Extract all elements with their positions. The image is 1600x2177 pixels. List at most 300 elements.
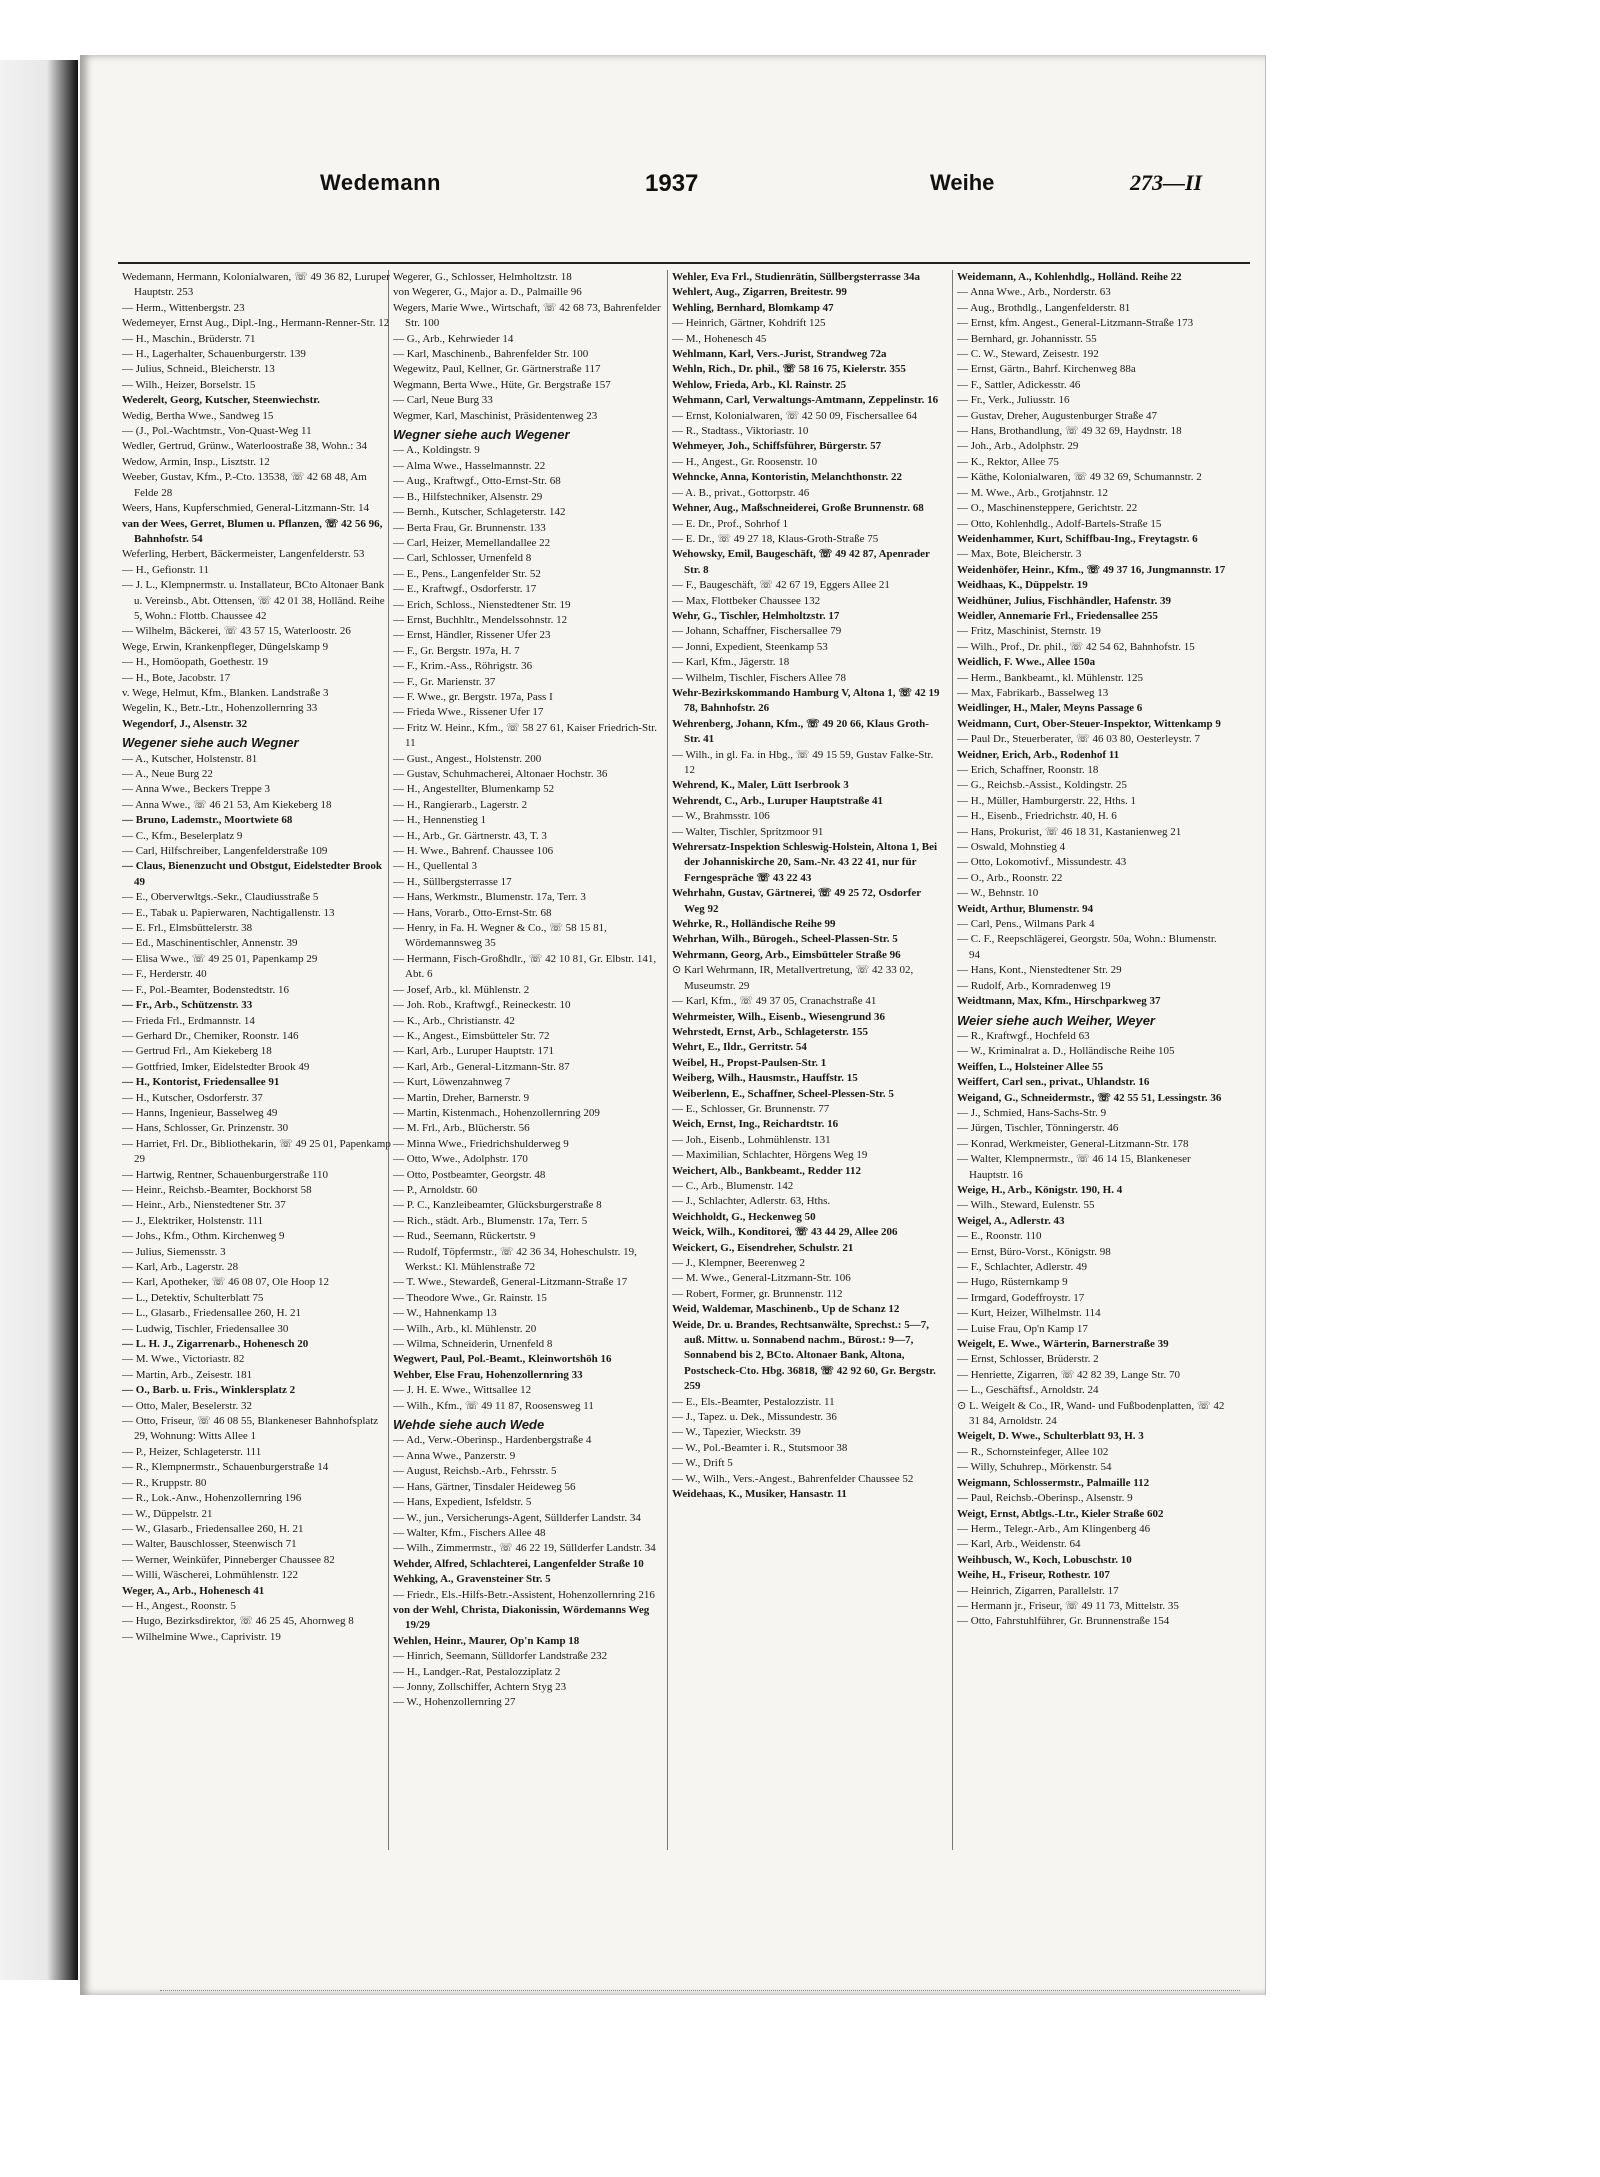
directory-entry: Wehrhahn, Gustav, Gärtnerei, ☏ 49 25 72, Osdorfer Weg 92 [672, 887, 921, 915]
directory-entry: — H., Angest., Roonstr. 5 [122, 1599, 236, 1612]
directory-entry: Wehmeyer, Joh., Schiffsführer, Bürgerstr. 57 [672, 440, 882, 453]
directory-entry: — P. C., Kanzleibeamter, Glücksburgerstraße 8 [393, 1199, 602, 1212]
directory-entry: — E. Dr., Prof., Sohrhof 1 [672, 517, 789, 530]
directory-entry: — August, Reichsb.-Arb., Fehrsstr. 5 [393, 1465, 557, 1478]
page-number: 273—II [1130, 170, 1203, 195]
directory-entry: — W., Pol.-Beamter i. R., Stutsmoor 38 [672, 1441, 848, 1454]
directory-entry: — Anna Wwe., Panzerstr. 9 [393, 1449, 516, 1462]
directory-entry: — Gustav, Dreher, Augustenburger Straße 47 [957, 409, 1157, 422]
directory-entry: Weidlinger, H., Maler, Meyns Passage 6 [957, 702, 1143, 715]
directory-entry: — Frieda Wwe., Rissener Ufer 17 [393, 706, 544, 719]
directory-entry: von der Wehl, Christa, Diakonissin, Wördemanns Weg 19/29 [393, 1603, 650, 1632]
directory-entry: — Wilh., Heizer, Borselstr. 15 [122, 378, 256, 391]
directory-entry: — Ernst, Kolonialwaren, ☏ 42 50 09, Fischersallee 64 [672, 409, 918, 422]
directory-entry: — Wilh., Arb., kl. Mühlenstr. 20 [393, 1322, 537, 1335]
directory-entry: Weihbusch, W., Koch, Lobuschstr. 10 [957, 1553, 1132, 1566]
directory-entry: — Walter, Bauschlosser, Steenwisch 71 [122, 1538, 297, 1551]
directory-entry: Weihe, H., Friseur, Rothestr. 107 [957, 1569, 1110, 1582]
adjacent-page-edge [0, 60, 78, 1980]
directory-entry: — H., Müller, Hamburgerstr. 22, Hths. 1 [957, 794, 1137, 807]
directory-entry: — Martin, Kistenmach., Hohenzollernring 209 [393, 1106, 600, 1119]
directory-entry: — Carl, Pens., Wilmans Park 4 [957, 918, 1095, 931]
directory-entry: Wehlert, Aug., Zigarren, Breitestr. 99 [672, 286, 847, 299]
directory-entry: — J., Elektriker, Holstenstr. 111 [122, 1214, 264, 1227]
directory-entry: Weigmann, Schlossermstr., Palmaille 112 [957, 1476, 1150, 1489]
directory-entry: — Martin, Arb., Zeisestr. 181 [122, 1368, 253, 1381]
directory-entry: — L., Geschäftsf., Arnoldstr. 24 [957, 1384, 1099, 1397]
directory-entry: — Otto, Kohlenhdlg., Adolf-Bartels-Straße 15 [957, 517, 1162, 530]
directory-entry: — Irmgard, Godeffroystr. 17 [957, 1291, 1085, 1304]
directory-entry: Wehder, Alfred, Schlachterei, Langenfelder Straße 10 [393, 1557, 644, 1570]
directory-entry: — H., Eisenb., Friedrichstr. 40, H. 6 [957, 810, 1117, 823]
directory-entry: — W., Glasarb., Friedensallee 260, H. 21 [122, 1522, 304, 1535]
directory-entry: — E., Kraftwgf., Osdorferstr. 17 [393, 583, 537, 596]
directory-entry: — Karl, Kfm., ☏ 49 37 05, Cranachstraße 41 [672, 995, 877, 1008]
directory-entry: Wedemeyer, Ernst Aug., Dipl.-Ing., Hermann-Renner-Str. 12 [122, 317, 390, 330]
directory-entry: — Hans, Schlosser, Gr. Prinzenstr. 30 [122, 1122, 289, 1135]
directory-entry: Wehrt, E., Ildr., Gerritstr. 54 [672, 1041, 807, 1054]
directory-entry: — Otto, Friseur, ☏ 46 08 55, Blankeneser Bahnhofsplatz 29, Wohnung: Witts Allee 1 [122, 1415, 379, 1443]
directory-entry: Wehr, G., Tischler, Helmholtzstr. 17 [672, 609, 840, 622]
directory-entry: — W., Wilh., Vers.-Angest., Bahrenfelder Chaussee 52 [672, 1472, 914, 1485]
directory-entry: — Maximilian, Schlachter, Hörgens Weg 19 [672, 1149, 868, 1162]
directory-entry: — Hermann, Fisch-Großhdlr., ☏ 42 10 81, Gr. Elbstr. 141, Abt. 6 [393, 952, 657, 981]
directory-entry: Wehber, Else Frau, Hohenzollernring 33 [393, 1368, 583, 1381]
directory-entry: — Willi, Wäscherei, Lohmühlenstr. 122 [122, 1569, 299, 1582]
directory-entry: — Fr., Arb., Schützenstr. 33 [122, 999, 253, 1012]
directory-entry: — Fr., Verk., Juliusstr. 16 [957, 394, 1070, 407]
directory-entry: — Gottfried, Imker, Eidelstedter Brook 49 [122, 1060, 310, 1073]
directory-entry: Weigand, G., Schneidermstr., ☏ 42 55 51, Lessingstr. 36 [957, 1091, 1222, 1104]
directory-entry: — O., Arb., Roonstr. 22 [957, 871, 1063, 884]
directory-entry: Wegerer, G., Schlosser, Helmholtzstr. 18 [393, 271, 572, 283]
directory-entry: — C., Arb., Blumenstr. 142 [672, 1179, 794, 1192]
directory-entry: — Karl, Apotheker, ☏ 46 08 07, Ole Hoop 12 [122, 1276, 330, 1289]
directory-entry: — Kurt, Heizer, Wilhelmstr. 114 [957, 1307, 1101, 1320]
directory-entry: — W., Hohenzollernring 27 [393, 1696, 516, 1709]
header-last-entry: Weihe [930, 170, 995, 195]
directory-entry: Weidler, Annemarie Frl., Friedensallee 255 [957, 609, 1158, 622]
directory-entry: — H., Kutscher, Osdorferstr. 37 [122, 1091, 263, 1104]
directory-entry: — H., Arb., Gr. Gärtnerstr. 43, T. 3 [393, 829, 547, 842]
directory-entry: — A. B., privat., Gottorpstr. 46 [672, 486, 810, 499]
directory-entry: — Gust., Angest., Holstenstr. 200 [393, 752, 542, 765]
directory-entry: — Hinrich, Seemann, Sülldorfer Landstraße 232 [393, 1650, 608, 1663]
directory-entry: — Käthe, Kolonialwaren, ☏ 49 32 69, Schumannstr. 2 [957, 471, 1202, 484]
directory-entry: Weiberg, Wilh., Hausmstr., Hauffstr. 15 [672, 1072, 858, 1085]
directory-entry: — R., Lok.-Anw., Hohenzollernring 196 [122, 1492, 302, 1505]
directory-entry: — Carl, Schlosser, Urnenfeld 8 [393, 552, 532, 565]
directory-entry: — Carl, Hilfschreiber, Langenfelderstraße 109 [122, 845, 328, 858]
directory-entry: Weide, Dr. u. Brandes, Rechtsanwälte, Sprechst.: 5—7, auß. Mittw. u. Sonnabend nachm., Bürost.: 9—7, Sonnabend bis 2, BCto. Altonaer Bank, Altona, Postscheck-Cto. Hbg. 36818, ☏ 42 92 60, Gr. Bergstr. 259 [672, 1318, 936, 1393]
directory-entry: Wegelin, K., Betr.-Ltr., Hohenzollernring 33 [122, 702, 318, 715]
directory-entry: Weigelt, D. Wwe., Schulterblatt 93, H. 3 [957, 1430, 1144, 1443]
column-4 [957, 270, 1227, 1850]
directory-entry: Wehrhan, Wilh., Bürogeh., Scheel-Plassen-Str. 5 [672, 933, 898, 946]
directory-entry: — J., Schlachter, Adlerstr. 63, Hths. [672, 1195, 831, 1208]
directory-entry: — J. H. E. Wwe., Wittsallee 12 [393, 1384, 532, 1397]
directory-entry: Wederelt, Georg, Kutscher, Steenwiechstr. [122, 394, 320, 407]
directory-entry: — Robert, Former, gr. Brunnenstr. 112 [672, 1287, 843, 1300]
directory-entry: — Willy, Schuhrep., Mörkenstr. 54 [957, 1461, 1112, 1474]
directory-entry: Wehner, Aug., Maßschneiderei, Große Brunnenstr. 68 [672, 502, 924, 515]
directory-entry: — Harriet, Frl. Dr., Bibliothekarin, ☏ 49 25 01, Papenkamp 29 [122, 1137, 391, 1166]
directory-entry: — H., Süllbergsterrasse 17 [393, 875, 512, 888]
directory-entry: Weidenhammer, Kurt, Schiffbau-Ing., Freytagstr. 6 [957, 532, 1198, 545]
directory-entry: — Walter, Tischler, Spritzmoor 91 [672, 825, 824, 838]
directory-entry: — Theodore Wwe., Gr. Rainstr. 15 [393, 1291, 547, 1304]
directory-entry: — Hans, Prokurist, ☏ 46 18 31, Kastanienweg 21 [957, 825, 1182, 838]
directory-entry: — Ludwig, Tischler, Friedensallee 30 [122, 1322, 289, 1335]
directory-entry: — Anna Wwe., Arb., Norderstr. 63 [957, 286, 1111, 299]
directory-entry: Weidmann, Curt, Ober-Steuer-Inspektor, Wittenkamp 9 [957, 717, 1221, 730]
directory-entry: Weigt, Ernst, Abtlgs.-Ltr., Kieler Straße 602 [957, 1507, 1164, 1520]
directory-entry: — H., Hennenstieg 1 [393, 814, 487, 827]
directory-entry: — R., Kraftwgf., Hochfeld 63 [957, 1029, 1090, 1042]
directory-entry: — Fritz, Maschinist, Sternstr. 19 [957, 625, 1101, 638]
section-heading: Weier siehe auch Weiher, Weyer [957, 1012, 1155, 1028]
directory-entry: — Rudolf, Töpfermstr., ☏ 42 36 34, Hoheschulstr. 19, Werkst.: Kl. Mühlenstraße 72 [393, 1245, 637, 1273]
directory-entry: Wegmer, Karl, Maschinist, Präsidentenweg 23 [393, 409, 598, 422]
directory-entry: — Heinrich, Zigarren, Parallelstr. 17 [957, 1584, 1119, 1597]
directory-entry: — H., Lagerhalter, Schauenburgerstr. 139 [122, 348, 306, 361]
directory-entry: Weidemann, A., Kohlenhdlg., Holländ. Reihe 22 [957, 271, 1182, 283]
directory-entry: — L., Detektiv, Schulterblatt 75 [122, 1291, 264, 1304]
directory-entry: — Herm., Telegr.-Arb., Am Klingenberg 46 [957, 1522, 1151, 1535]
directory-entry: Weers, Hans, Kupferschmied, General-Litzmann-Str. 14 [122, 502, 370, 515]
directory-entry: — Ernst, kfm. Angest., General-Litzmann-Straße 173 [957, 317, 1194, 330]
directory-entry: Wehling, Bernhard, Blomkamp 47 [672, 301, 834, 314]
directory-entry: Wehrmeister, Wilh., Eisenb., Wiesengrund 36 [672, 1010, 886, 1023]
directory-entry: — Ernst, Buchhltr., Mendelssohnstr. 12 [393, 613, 568, 626]
directory-entry: — E., Pens., Langenfelder Str. 52 [393, 567, 541, 580]
directory-entry: — Herm., Bankbeamt., kl. Mühlenstr. 125 [957, 671, 1144, 684]
header-year: 1937 [645, 170, 699, 197]
directory-entry: — Heinr., Reichsb.-Beamter, Bockhorst 58 [122, 1183, 312, 1196]
directory-entry: Weidner, Erich, Arb., Rodenhof 11 [957, 748, 1120, 761]
directory-entry: Wehrersatz-Inspektion Schleswig-Holstein, Altona 1, Bei der Johanniskirche 20, Sam.-Nr. 43 22 41, nur für Ferngespräche ☏ 43 22 43 [672, 841, 938, 884]
header-first-entry: Wedemann [320, 170, 441, 195]
directory-entry: — E., Oberverwltgs.-Sekr., Claudiusstraße 5 [122, 891, 319, 904]
directory-entry: Wehmann, Carl, Verwaltungs-Amtmann, Zeppelinstr. 16 [672, 394, 939, 407]
directory-entry: — Ed., Maschinentischler, Annenstr. 39 [122, 937, 298, 950]
directory-entry: Wehlen, Heinr., Maurer, Op'n Kamp 18 [393, 1634, 580, 1647]
directory-entry: — Heinr., Arb., Nienstedtener Str. 37 [122, 1199, 286, 1212]
directory-entry: — Carl, Neue Burg 33 [393, 394, 493, 407]
directory-entry: — H., Angestellter, Blumenkamp 52 [393, 783, 555, 796]
directory-entry: — F. Wwe., gr. Bergstr. 197a, Pass I [393, 690, 553, 703]
directory-entry: — C., Kfm., Beselerplatz 9 [122, 829, 243, 842]
directory-entry: Wedig, Bertha Wwe., Sandweg 15 [122, 409, 274, 422]
directory-entry: — Jürgen, Tischler, Tönningerstr. 46 [957, 1122, 1119, 1135]
directory-entry: — Hans, Expedient, Isfeldstr. 5 [393, 1496, 532, 1509]
directory-entry: — J., Schmied, Hans-Sachs-Str. 9 [957, 1106, 1107, 1119]
directory-entry: — Ernst, Schlosser, Brüderstr. 2 [957, 1353, 1099, 1366]
directory-entry: — F., Sattler, Adickesstr. 46 [957, 378, 1081, 391]
directory-entry: ⊙ L. Weigelt & Co., IR, Wand- und Fußbodenplatten, ☏ 42 31 84, Arnoldstr. 24 [957, 1399, 1225, 1428]
directory-entry: — Otto, Maler, Beselerstr. 32 [122, 1399, 253, 1412]
directory-entry: — Karl, Arb., General-Litzmann-Str. 87 [393, 1060, 570, 1073]
directory-entry: Wedler, Gertrud, Grünw., Waterloostraße 38, Wohn.: 34 [122, 440, 368, 453]
directory-entry: — A., Kutscher, Holstenstr. 81 [122, 752, 258, 765]
directory-entry: — Heinrich, Gärtner, Kohdrift 125 [672, 317, 826, 330]
directory-entry: — M. Wwe., Victoriastr. 82 [122, 1353, 245, 1366]
directory-entry: — Gustav, Schuhmacherei, Altonaer Hochstr. 36 [393, 768, 608, 780]
directory-entry: — Bernhard, gr. Johannisstr. 55 [957, 332, 1097, 345]
directory-entry: — Hartwig, Rentner, Schauenburgerstraße 110 [122, 1168, 329, 1181]
column-1 [122, 270, 392, 1850]
column-3 [672, 270, 942, 1850]
directory-entry: Wehncke, Anna, Kontoristin, Melanchthonstr. 22 [672, 471, 903, 484]
directory-entry: — Wilhelm, Tischler, Fischers Allee 78 [672, 671, 846, 684]
directory-entry: — Karl, Arb., Luruper Hauptstr. 171 [393, 1045, 554, 1058]
directory-entry: — Wilh., Steward, Eulenstr. 55 [957, 1199, 1095, 1212]
directory-entry: — Julius, Siemensstr. 3 [122, 1245, 226, 1258]
directory-entry: — W., Drift 5 [672, 1457, 733, 1470]
directory-entry: — W., Düppelstr. 21 [122, 1507, 213, 1520]
directory-entry: — Ernst, Händler, Rissener Ufer 23 [393, 629, 551, 642]
directory-entry: Wehking, A., Gravensteiner Str. 5 [393, 1573, 551, 1586]
directory-entry: v. Wege, Helmut, Kfm., Blanken. Landstraße 3 [122, 686, 329, 699]
directory-entry: Wegwert, Paul, Pol.-Beamt., Kleinwortshöh 16 [393, 1353, 612, 1366]
directory-entry: Weige, H., Arb., Königstr. 190, H. 4 [957, 1183, 1123, 1196]
directory-entry: — M., Hohenesch 45 [672, 332, 767, 345]
directory-entry: — Josef, Arb., kl. Mühlenstr. 2 [393, 983, 530, 996]
directory-entry: — H. Wwe., Bahrenf. Chaussee 106 [393, 845, 554, 858]
directory-entry: — O., Barb. u. Fris., Winklersplatz 2 [122, 1384, 296, 1397]
directory-entry: — Max, Flottbeker Chaussee 132 [672, 594, 821, 607]
directory-entry: — R., Klempnermstr., Schauenburgerstraße 14 [122, 1461, 329, 1474]
directory-entry: Weichholdt, G., Heckenweg 50 [672, 1210, 816, 1223]
directory-entry: — Frieda Frl., Erdmannstr. 14 [122, 1014, 255, 1027]
section-heading: Wegener siehe auch Wegner [122, 735, 299, 751]
directory-entry: — M. Wwe., General-Litzmann-Str. 106 [672, 1272, 851, 1285]
directory-entry: Wegmann, Berta Wwe., Hüte, Gr. Bergstraße 157 [393, 378, 611, 391]
directory-entry: — H., Homöopath, Goethestr. 19 [122, 656, 269, 669]
directory-entry: — J. L., Klempnermstr. u. Installateur, BCto Altonaer Bank u. Vereinsb., Abt. Ottensen, ☏ 42 01 38, Holländ. Reihe 5, Wohn.: Flottb. Chaussee 42 [122, 579, 385, 622]
directory-entry: — Hanns, Ingenieur, Basselweg 49 [122, 1106, 278, 1119]
directory-entry: — Wilma, Schneiderin, Urnenfeld 8 [393, 1338, 553, 1351]
directory-entry: — Johs., Kfm., Othm. Kirchenweg 9 [122, 1230, 285, 1243]
directory-entry: Wehr-Bezirkskommando Hamburg V, Altona 1, ☏ 42 19 78, Bahnhofstr. 26 [672, 686, 940, 715]
directory-entry: Wehlmann, Karl, Vers.-Jurist, Strandweg 72a [672, 348, 887, 361]
directory-entry: — Oswald, Mohnstieg 4 [957, 841, 1066, 854]
page-header [240, 170, 1220, 210]
directory-entry: — G., Reichsb.-Assist., Koldingstr. 25 [957, 779, 1127, 792]
directory-entry: — W., Brahmsstr. 106 [672, 810, 770, 823]
directory-entry: — Kurt, Löwenzahnweg 7 [393, 1076, 511, 1089]
directory-entry: — L., Glasarb., Friedensallee 260, H. 21 [122, 1307, 302, 1320]
directory-entry: — E. Frl., Elmsbüttelerstr. 38 [122, 922, 253, 935]
directory-entry: — H., Kontorist, Friedensallee 91 [122, 1076, 280, 1089]
directory-entry: — J., Klempner, Beerenweg 2 [672, 1257, 806, 1269]
directory-entry: — F., Gr. Marienstr. 37 [393, 675, 496, 688]
directory-entry: — Alma Wwe., Hasselmannstr. 22 [393, 459, 546, 472]
directory-entry: — Herm., Wittenbergstr. 23 [122, 301, 245, 314]
directory-entry: Weferling, Herbert, Bäckermeister, Langenfelderstr. 53 [122, 548, 365, 561]
directory-entry: Wehrke, R., Holländische Reihe 99 [672, 918, 836, 931]
directory-entry: Wehln, Rich., Dr. phil., ☏ 58 16 75, Kielerstr. 355 [672, 363, 906, 376]
directory-entry: Weigelt, E. Wwe., Wärterin, Barnerstraße 39 [957, 1338, 1169, 1351]
directory-entry: — Ernst, Gärtn., Bahrf. Kirchenweg 88a [957, 363, 1136, 376]
directory-entry: — Max, Bote, Bleicherstr. 3 [957, 548, 1082, 561]
directory-entry: — Paul, Reichsb.-Oberinsp., Alsenstr. 9 [957, 1492, 1133, 1505]
directory-entry: — Hans, Vorarb., Otto-Ernst-Str. 68 [393, 906, 552, 919]
directory-entry: Wehrenberg, Johann, Kfm., ☏ 49 20 66, Klaus Groth-Str. 41 [672, 717, 929, 746]
directory-entry: — W., jun., Versicherungs-Agent, Süllderfer Landstr. 34 [393, 1511, 641, 1524]
directory-entry: Weidhüner, Julius, Fischhändler, Hafenstr. 39 [957, 594, 1171, 607]
directory-entry: — Rudolf, Arb., Kornradenweg 19 [957, 979, 1111, 992]
directory-entry: — Hans, Kont., Nienstedtener Str. 29 [957, 964, 1122, 977]
directory-entry: — H., Maschin., Brüderstr. 71 [122, 332, 256, 345]
directory-entry: Weiffen, L., Holsteiner Allee 55 [957, 1060, 1104, 1073]
directory-entry: — H., Landger.-Rat, Pestalozziplatz 2 [393, 1665, 561, 1678]
directory-entry: — W., Hahnenkamp 13 [393, 1307, 497, 1320]
directory-entry: — Erich, Schloss., Nienstedtener Str. 19 [393, 598, 571, 611]
directory-entry: Weick, Wilh., Konditorei, ☏ 43 44 29, Allee 206 [672, 1226, 898, 1239]
directory-entry: Weiberlenn, E., Schaffner, Scheel-Plessen-Str. 5 [672, 1087, 894, 1100]
directory-entry: — Jonny, Zollschiffer, Achtern Styg 23 [393, 1680, 567, 1693]
directory-entry: — A., Koldingstr. 9 [393, 444, 480, 457]
directory-entry: — R., Schornsteinfeger, Allee 102 [957, 1445, 1109, 1458]
directory-entry: — Walter, Klempnermstr., ☏ 46 14 15, Blankeneser Hauptstr. 16 [957, 1153, 1191, 1181]
directory-entry: — Hans, Werkmstr., Blumenstr. 17a, Terr. 3 [393, 891, 586, 904]
directory-entry: — F., Schlachter, Adlerstr. 49 [957, 1261, 1088, 1273]
directory-entry: — M. Frl., Arb., Blücherstr. 56 [393, 1122, 530, 1135]
directory-entry: Wehlow, Frieda, Arb., Kl. Rainstr. 25 [672, 378, 847, 391]
header-rule [118, 262, 1250, 264]
directory-entry: — F., Krim.-Ass., Röhrigstr. 36 [393, 660, 533, 673]
directory-entry: — T. Wwe., Stewardeß, General-Litzmann-Straße 17 [393, 1276, 628, 1289]
directory-entry: Weidenhöfer, Heinr., Kfm., ☏ 49 37 16, Jungmannstr. 17 [957, 563, 1226, 576]
directory-entry: — R., Stadtass., Viktoriastr. 10 [672, 425, 809, 438]
directory-entry: von Wegerer, G., Major a. D., Palmaille 96 [393, 286, 582, 299]
directory-entry: — Karl, Arb., Weidenstr. 64 [957, 1538, 1081, 1551]
directory-entry: — Karl, Arb., Lagerstr. 28 [122, 1261, 239, 1273]
directory-entry: — Joh., Eisenb., Lohmühlenstr. 131 [672, 1133, 831, 1146]
directory-entry: — Luise Frau, Op'n Kamp 17 [957, 1322, 1088, 1335]
directory-entry: — W., Kriminalrat a. D., Holländische Reihe 105 [957, 1045, 1175, 1058]
directory-entry: — Joh., Arb., Adolphstr. 29 [957, 440, 1079, 453]
directory-entry: — Anna Wwe., ☏ 46 21 53, Am Kiekeberg 18 [122, 798, 332, 811]
directory-entry: — Wilh., Prof., Dr. phil., ☏ 42 54 62, Bahnhofstr. 15 [957, 640, 1195, 653]
directory-entry: — P., Arnoldstr. 60 [393, 1183, 478, 1196]
directory-entry: — Otto, Postbeamter, Georgstr. 48 [393, 1168, 546, 1181]
directory-entry: — Hugo, Bezirksdirektor, ☏ 46 25 45, Ahornweg 8 [122, 1615, 354, 1628]
section-heading: Wehde siehe auch Wede [393, 1417, 545, 1433]
directory-entry: Wege, Erwin, Krankenpfleger, Düngelskamp 9 [122, 640, 329, 653]
directory-entry: — F., Gr. Bergstr. 197a, H. 7 [393, 644, 520, 657]
directory-entry: — H., Rangierarb., Lagerstr. 2 [393, 798, 528, 811]
directory-entry: — Aug., Kraftwgf., Otto-Ernst-Str. 68 [393, 475, 561, 488]
directory-entry: — Berta Frau, Gr. Brunnenstr. 133 [393, 521, 546, 534]
directory-entry: Wehowsky, Emil, Baugeschäft, ☏ 49 42 87, Apenrader Str. 8 [672, 548, 930, 576]
directory-entry: Weidtmann, Max, Kfm., Hirschparkweg 37 [957, 995, 1161, 1008]
directory-entry: — J., Tapez. u. Dek., Missundestr. 36 [672, 1411, 837, 1424]
directory-entry: — Hugo, Rüsternkamp 9 [957, 1276, 1068, 1289]
directory-entry: Wehrend, K., Maler, Lütt Iserbrook 3 [672, 779, 849, 792]
directory-entry: — Friedr., Els.-Hilfs-Betr.-Assistent, Hohenzollernring 216 [393, 1588, 655, 1601]
directory-entry: — Carl, Heizer, Memellandallee 22 [393, 536, 551, 549]
directory-entry: — Henry, in Fa. H. Wegner & Co., ☏ 58 15 81, Wördemannsweg 35 [393, 922, 607, 950]
directory-entry: — Jonni, Expedient, Steenkamp 53 [672, 640, 828, 653]
directory-entry: Weeber, Gustav, Kfm., P.-Cto. 13538, ☏ 42 68 48, Am Felde 28 [122, 471, 367, 499]
directory-entry: — E., Roonstr. 110 [957, 1230, 1042, 1243]
directory-entry: — K., Rektor, Allee 75 [957, 455, 1059, 468]
directory-entry: — Rud., Seemann, Rückertstr. 9 [393, 1230, 536, 1243]
directory-entry: — Minna Wwe., Friedrichshulderweg 9 [393, 1137, 569, 1150]
directory-entry: Weidehaas, K., Musiker, Hansastr. 11 [672, 1488, 847, 1501]
directory-entry: — Erich, Schaffner, Roonstr. 18 [957, 764, 1099, 776]
directory-entry: — Aug., Brothdlg., Langenfelderstr. 81 [957, 301, 1131, 314]
directory-entry: Wegers, Marie Wwe., Wirtschaft, ☏ 42 68 73, Bahrenfelder Str. 100 [393, 301, 661, 330]
directory-entry: Weidt, Arthur, Blumenstr. 94 [957, 902, 1094, 915]
directory-entry: — Elisa Wwe., ☏ 49 25 01, Papenkamp 29 [122, 952, 318, 965]
directory-entry: — Wilhelmine Wwe., Caprivistr. 19 [122, 1630, 281, 1643]
directory-entry: — K., Arb., Christianstr. 42 [393, 1014, 515, 1027]
directory-entry: — Martin, Dreher, Barnerstr. 9 [393, 1091, 530, 1104]
directory-entry: — G., Arb., Kehrwieder 14 [393, 332, 514, 345]
directory-entry: Weidhaas, K., Düppelstr. 19 [957, 579, 1088, 592]
directory-entry: — Wilh., in gl. Fa. in Hbg., ☏ 49 15 59, Gustav Falke-Str. 12 [672, 748, 934, 776]
directory-entry: — C. F., Reepschlägerei, Georgstr. 50a, Wohn.: Blumenstr. 94 [957, 933, 1217, 961]
directory-entry: — M. Wwe., Arb., Grotjahnstr. 12 [957, 486, 1109, 499]
directory-entry: — Julius, Schneid., Bleicherstr. 13 [122, 363, 275, 376]
directory-entry: — H., Gefionstr. 11 [122, 563, 209, 576]
directory-entry: — O., Maschinensteppere, Gerichtstr. 22 [957, 502, 1138, 515]
column-divider [952, 270, 953, 1850]
directory-entry: — A., Neue Burg 22 [122, 768, 213, 780]
directory-entry: — Johann, Schaffner, Fischersallee 79 [672, 625, 842, 638]
directory-entry: Weiffert, Carl sen., privat., Uhlandstr. 16 [957, 1076, 1150, 1089]
directory-entry: — E., Tabak u. Papierwaren, Nachtigallenstr. 13 [122, 906, 335, 919]
directory-entry: — P., Heizer, Schlageterstr. 111 [122, 1445, 262, 1458]
directory-entry: Weigel, A., Adlerstr. 43 [957, 1214, 1065, 1227]
directory-entry: — F., Baugeschäft, ☏ 42 67 19, Eggers Allee 21 [672, 579, 890, 592]
directory-entry: — Hans, Brothandlung, ☏ 49 32 69, Haydnstr. 18 [957, 425, 1182, 438]
directory-entry: — Fritz W. Heinr., Kfm., ☏ 58 27 61, Kaiser Friedrich-Str. 11 [393, 721, 657, 750]
directory-entry: — Hans, Gärtner, Tinsdaler Heideweg 56 [393, 1480, 576, 1493]
directory-entry: — R., Kruppstr. 80 [122, 1476, 207, 1489]
directory-entry: — Otto, Wwe., Adolphstr. 170 [393, 1153, 528, 1166]
directory-entry: Weger, A., Arb., Hohenesch 41 [122, 1584, 265, 1597]
directory-entry: Wegendorf, J., Alsenstr. 32 [122, 717, 248, 730]
directory-entry: — Walter, Kfm., Fischers Allee 48 [393, 1526, 546, 1539]
directory-entry: — L. H. J., Zigarrenarb., Hohenesch 20 [122, 1338, 309, 1351]
directory-entry: Wehrmann, Georg, Arb., Eimsbütteler Straße 96 [672, 948, 901, 961]
directory-entry: — Bernh., Kutscher, Schlageterstr. 142 [393, 506, 566, 519]
directory-entry: — Max, Fabrikarb., Basselweg 13 [957, 686, 1109, 699]
directory-entry: — Otto, Fahrstuhlführer, Gr. Brunnenstraße 154 [957, 1615, 1170, 1628]
directory-entry: Wedemann, Hermann, Kolonialwaren, ☏ 49 36 82, Luruper Hauptstr. 253 [122, 271, 390, 299]
directory-entry: — Ernst, Büro-Vorst., Königstr. 98 [957, 1245, 1111, 1258]
directory-entry: Wedow, Armin, Insp., Lisztstr. 12 [122, 455, 270, 468]
directory-entry: — H., Bote, Jacobstr. 17 [122, 671, 231, 684]
directory-entry: Wehrstedt, Ernst, Arb., Schlageterstr. 155 [672, 1025, 869, 1038]
directory-entry: — Henriette, Zigarren, ☏ 42 82 39, Lange Str. 70 [957, 1368, 1181, 1381]
directory-entry: Wehler, Eva Frl., Studienrätin, Süllbergsterrasse 34a [672, 271, 921, 283]
directory-entry: — E. Dr., ☏ 49 27 18, Klaus-Groth-Straße 75 [672, 532, 879, 545]
directory-entry: — E., Schlosser, Gr. Brunnenstr. 77 [672, 1102, 830, 1115]
directory-entry: — Gertrud Frl., Am Kiekeberg 18 [122, 1045, 272, 1058]
directory-entry: ⊙ Karl Wehrmann, IR, Metallvertretung, ☏ 42 33 02, Museumstr. 29 [672, 964, 914, 992]
page-bottom-edge [160, 1990, 1240, 2001]
directory-entry: — F., Pol.-Beamter, Bodenstedtstr. 16 [122, 983, 290, 996]
directory-entry: — C. W., Steward, Zeisestr. 192 [957, 348, 1099, 361]
directory-entry: — Otto, Lokomotivf., Missundestr. 43 [957, 856, 1127, 869]
column-2 [393, 270, 663, 1850]
directory-entry: — (J., Pol.-Wachtmstr., Von-Quast-Weg 11 [122, 425, 312, 438]
